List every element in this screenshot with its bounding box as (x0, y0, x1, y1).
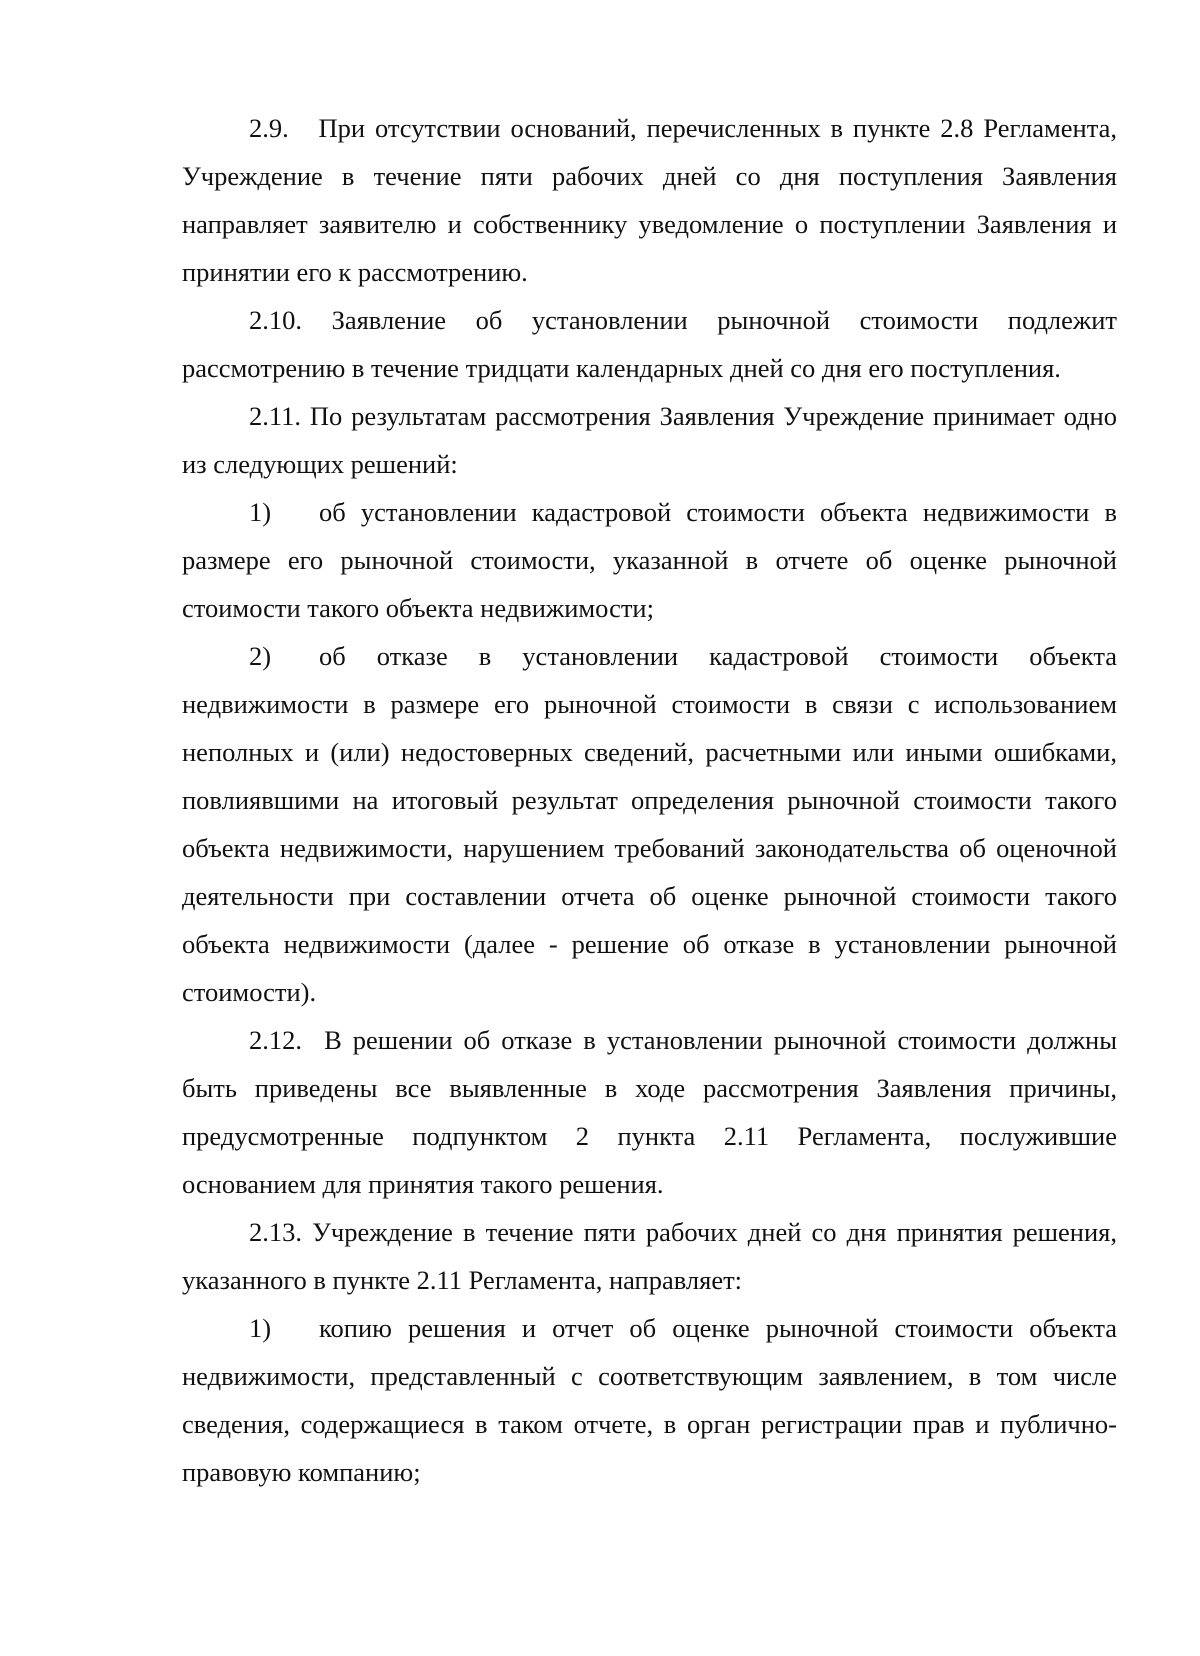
paragraph-2-11-item-2 (182, 632, 1117, 1016)
item-number: 1) (249, 1313, 272, 1343)
paragraph-text: Учреждение в течение пяти рабочих дней со дня принятия решения, указанного в пункте 2.11 Регламента, направляет: (182, 1217, 1117, 1295)
paragraph-text: Заявление об установлении рыночной стоимости подлежит рассмотрению в течение тридцати календарных дней со дня его поступления. (182, 305, 1117, 383)
item-text: об отказе в установлении кадастровой стоимости объекта недвижимости в размере его рыночной стоимости в связи с использованием неполных и (или) недостоверных сведений, расчетными или иными ошибками, повлиявшими на итоговый результат определения рыночной стоимости такого объекта недвижимости, нарушением требований законодательства об оценочной деятельности при составлении отчета об оценке рыночной стоимости такого объекта недвижимости (далее - решение об отказе в установлении рыночной стоимости). (182, 641, 1117, 1007)
paragraph-number: 2.11. (249, 401, 302, 431)
paragraph-2-13-item-1 (182, 1304, 1117, 1496)
paragraph-2-11-item-1 (182, 488, 1117, 632)
paragraph-2-10 (182, 296, 1117, 392)
paragraph-2-12 (182, 1016, 1117, 1208)
item-text: копию решения и отчет об оценке рыночной стоимости объекта недвижимости, представленный с соответствующим заявлением, в том числе сведения, содержащиеся в таком отчете, в орган регистрации прав и публично-правовую компанию; (182, 1313, 1117, 1487)
item-number: 2) (249, 641, 272, 671)
paragraph-number: 2.12. (249, 1025, 302, 1055)
paragraph-2-13 (182, 1208, 1117, 1304)
paragraph-number: 2.9. (249, 113, 289, 143)
paragraph-2-11 (182, 392, 1117, 488)
paragraph-number: 2.13. (249, 1217, 302, 1247)
paragraph-text: По результатам рассмотрения Заявления Учреждение принимает одно из следующих решений: (182, 401, 1117, 479)
document-body (182, 104, 1117, 1496)
paragraph-2-9 (182, 104, 1117, 296)
paragraph-text: При отсутствии оснований, перечисленных в пункте 2.8 Регламента, Учреждение в течение пяти рабочих дней со дня поступления Заявления направляет заявителю и собственнику уведомление о поступлении Заявления и принятии его к рассмотрению. (182, 113, 1117, 287)
item-number: 1) (249, 497, 272, 527)
paragraph-text: В решении об отказе в установлении рыночной стоимости должны быть приведены все выявленные в ходе рассмотрения Заявления причины, предусмотренные подпунктом 2 пункта 2.11 Регламента, послужившие основанием для принятия такого решения. (182, 1025, 1118, 1199)
paragraph-number: 2.10. (249, 305, 302, 335)
item-text: об установлении кадастровой стоимости объекта недвижимости в размере его рыночной стоимости, указанной в отчете об оценке рыночной стоимости такого объекта недвижимости; (182, 497, 1117, 623)
